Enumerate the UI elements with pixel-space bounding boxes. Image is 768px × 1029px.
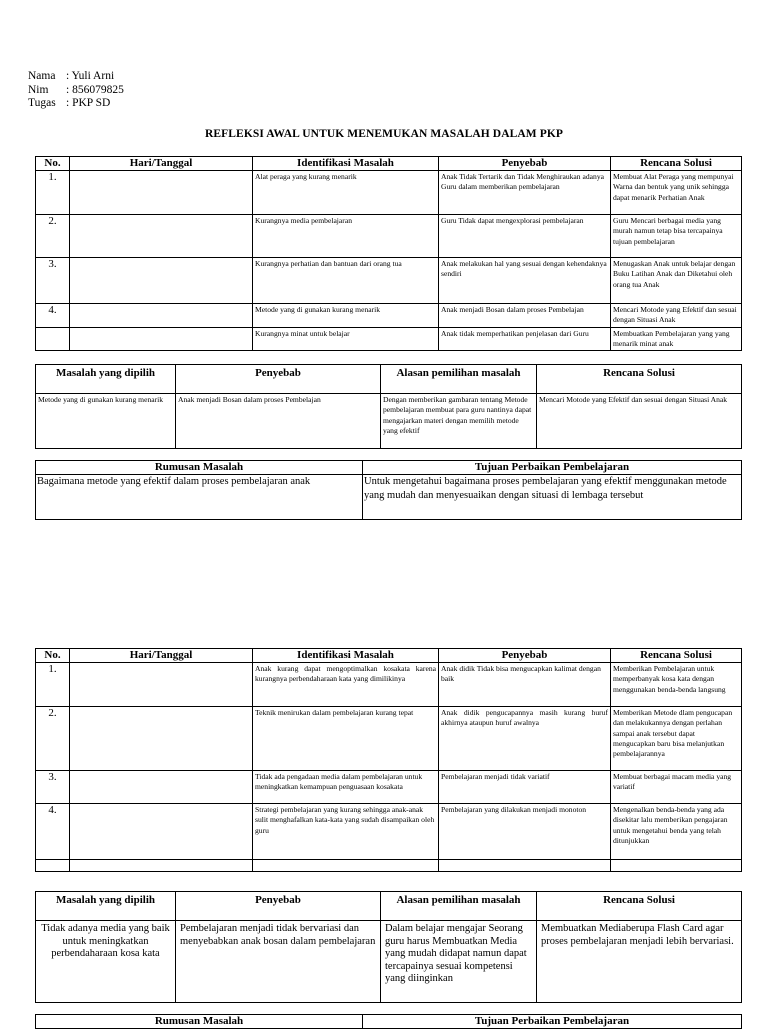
col-penyebab: Penyebab	[176, 365, 381, 394]
row-hari	[70, 304, 253, 328]
row-hari	[70, 860, 253, 872]
row-no: 3.	[36, 771, 70, 804]
table-row	[36, 215, 742, 258]
col-masalah-dipilih: Masalah yang dipilih	[36, 892, 176, 921]
row-masalah: Tidak ada pengadaan media dalam pembelajaran untuk meningkatkan kemampuan penguasaan kosakata	[253, 771, 439, 804]
col-hari: Hari/Tanggal	[70, 649, 253, 663]
row-solusi: Membuat berbagai macam media yang variatif	[611, 771, 742, 804]
table-row	[36, 304, 742, 328]
row-solusi: Guru Mencari berbagai media yang murah namun tetap bisa tercapainya tujuan pembelajaran	[611, 215, 742, 258]
reflection-table-2	[35, 648, 742, 872]
table-header-row	[36, 1015, 742, 1029]
row-solusi: Memberikan Metode dlam pengucapan dan melakukannya dengan perlahan sampai anak tersebut dapat mengucapkan baru bisa melanjutkan pembelajarannya	[611, 707, 742, 771]
row-no: 1.	[36, 171, 70, 215]
formulation-table-2	[35, 1014, 742, 1029]
col-penyebab: Penyebab	[439, 649, 611, 663]
row-no: 4.	[36, 804, 70, 860]
row-penyebab: Anak menjadi Bosan dalam proses Pembelajan	[439, 304, 611, 328]
row-penyebab: Anak tidak memperhatikan penjelasan dari Guru	[439, 327, 611, 351]
col-solusi: Rencana Solusi	[611, 157, 742, 171]
col-tujuan: Tujuan Perbaikan Pembelajaran	[363, 1015, 742, 1029]
row-hari	[70, 215, 253, 258]
tujuan-perbaikan: Untuk mengetahui bagaimana proses pembelajaran yang efektif menggunakan metode yang mudah dan menyesuaikan dengan situasi di lembaga tersebut	[363, 475, 742, 520]
row-hari	[70, 258, 253, 304]
table-header-row	[36, 892, 742, 921]
table-header-row	[36, 157, 742, 171]
nama-value: : Yuli Arni	[66, 70, 115, 82]
row-hari	[70, 771, 253, 804]
row-penyebab: Anak melakukan hal yang sesuai dengan kehendaknya sendiri	[439, 258, 611, 304]
row-masalah: Teknik menirukan dalam pembelajaran kurang tepat	[253, 707, 439, 771]
penyebab: Pembelajaran menjadi tidak bervariasi dan menyebabkan anak bosan dalam pembelajaran	[176, 921, 381, 1003]
row-hari	[70, 804, 253, 860]
row-penyebab: Anak Tidak Tertarik dan Tidak Menghiraukan adanya Guru dalam memberikan pembelajaran	[439, 171, 611, 215]
table-row	[36, 921, 742, 1003]
row-solusi: Mengenalkan benda-benda yang ada disekitar lalu memberikan pengajaran untuk mengetahui benda yang telah ditunjukkan	[611, 804, 742, 860]
col-masalah: Identifikasi Masalah	[253, 157, 439, 171]
table-row	[36, 860, 742, 872]
table-row	[36, 804, 742, 860]
table-row	[36, 707, 742, 771]
document-title: REFLEKSI AWAL UNTUK MENEMUKAN MASALAH DALAM PKP	[204, 128, 564, 140]
col-hari: Hari/Tanggal	[70, 157, 253, 171]
col-rumusan: Rumusan Masalah	[36, 1015, 363, 1029]
row-masalah: Alat peraga yang kurang menarik	[253, 171, 439, 215]
row-no	[36, 860, 70, 872]
nim-label: Nim	[28, 83, 49, 96]
row-penyebab	[439, 860, 611, 872]
col-masalah: Identifikasi Masalah	[253, 649, 439, 663]
chosen-problem-table-2	[35, 891, 742, 1003]
row-penyebab: Pembelajaran yang dilakukan menjadi monoton	[439, 804, 611, 860]
table-header-row	[36, 649, 742, 663]
masalah-dipilih: Metode yang di gunakan kurang menarik	[36, 394, 176, 449]
row-penyebab: Pembelajaran menjadi tidak variatif	[439, 771, 611, 804]
row-solusi: Menugaskan Anak untuk belajar dengan Buku Latihan Anak dan Diketahui oleh orang tua Anak	[611, 258, 742, 304]
row-penyebab: Anak didik pengucapannya masih kurang huruf akhirnya ataupun huruf awalnya	[439, 707, 611, 771]
alasan: Dengan memberikan gambaran tentang Metode pembelajaran membuat para guru nantinya dapat mengajarkan materi dengan memilih metode yang efektif	[381, 394, 537, 449]
row-hari	[70, 663, 253, 707]
table-row	[36, 394, 742, 449]
col-masalah-dipilih: Masalah yang dipilih	[36, 365, 176, 394]
rencana-solusi: Mencari Motode yang Efektif dan sesuai dengan Situasi Anak	[537, 394, 742, 449]
row-solusi: Mencari Motode yang Efektif dan sesuai dengan Situasi Anak	[611, 304, 742, 328]
col-penyebab: Penyebab	[176, 892, 381, 921]
penyebab: Anak menjadi Bosan dalam proses Pembelajan	[176, 394, 381, 449]
nim-value: : 856079825	[66, 83, 124, 96]
row-no: 3.	[36, 258, 70, 304]
row-no	[36, 327, 70, 351]
alasan: Dalam belajar mengajar Seorang guru harus Membuatkan Media yang mudah didapat namun dapat tercapainya sesuai kompetensi yang diinginkan	[381, 921, 537, 1003]
row-no: 2.	[36, 707, 70, 771]
col-alasan: Alasan pemilihan masalah	[381, 365, 537, 394]
row-solusi	[611, 860, 742, 872]
row-masalah: Strategi pembelajaran yang kurang sehingga anak-anak sulit menghafalkan kata-kata yang sudah disampaikan oleh guru	[253, 804, 439, 860]
row-masalah: Anak kurang dapat mengoptimalkan kosakata karena kurangnya perbendaharaan kata yang dimilikinya	[253, 663, 439, 707]
row-masalah: Kurangnya media pembelajaran	[253, 215, 439, 258]
row-hari	[70, 327, 253, 351]
row-penyebab: Anak didik Tidak bisa mengucapkan kalimat dengan baik	[439, 663, 611, 707]
table-row	[36, 663, 742, 707]
col-rumusan: Rumusan Masalah	[36, 461, 363, 475]
row-solusi: Membuatkan Pembelajaran yang yang menarik minat anak	[611, 327, 742, 351]
row-solusi: Memberikan Pembelajaran untuk memperbanyak kosa kata dengan menggunakan benda-benda langsung	[611, 663, 742, 707]
nama-label: Nama	[28, 70, 56, 82]
chosen-problem-table-1	[35, 364, 742, 449]
reflection-table-1	[35, 156, 742, 351]
col-solusi: Rencana Solusi	[537, 365, 742, 394]
formulation-table-1	[35, 460, 742, 520]
row-penyebab: Guru Tidak dapat mengexplorasi pembelajaran	[439, 215, 611, 258]
col-solusi: Rencana Solusi	[611, 649, 742, 663]
col-alasan: Alasan pemilihan masalah	[381, 892, 537, 921]
col-no: No.	[36, 157, 70, 171]
tugas-label: Tugas	[28, 97, 56, 109]
col-tujuan: Tujuan Perbaikan Pembelajaran	[363, 461, 742, 475]
row-no: 4.	[36, 304, 70, 328]
table-header-row	[36, 461, 742, 475]
table-row	[36, 475, 742, 520]
table-header-row	[36, 365, 742, 394]
student-info	[28, 70, 124, 111]
tugas-value: : PKP SD	[66, 97, 111, 109]
table-row	[36, 258, 742, 304]
rumusan-masalah: Bagaimana metode yang efektif dalam proses pembelajaran anak	[36, 475, 363, 520]
row-masalah: Metode yang di gunakan kurang menarik	[253, 304, 439, 328]
col-no: No.	[36, 649, 70, 663]
masalah-dipilih: Tidak adanya media yang baik untuk meningkatkan perbendaharaan kosa kata	[36, 921, 176, 1003]
col-penyebab: Penyebab	[439, 157, 611, 171]
col-solusi: Rencana Solusi	[537, 892, 742, 921]
row-no: 1.	[36, 663, 70, 707]
row-masalah: Kurangnya minat untuk belajar	[253, 327, 439, 351]
table-row	[36, 771, 742, 804]
table-row	[36, 171, 742, 215]
row-masalah: Kurangnya perhatian dan bantuan dari orang tua	[253, 258, 439, 304]
row-masalah	[253, 860, 439, 872]
row-solusi: Membuat Alat Peraga yang mempunyai Warna dan bentuk yang unik sehingga dapat menarik Perhatian Anak	[611, 171, 742, 215]
table-row	[36, 327, 742, 351]
row-no: 2.	[36, 215, 70, 258]
row-hari	[70, 171, 253, 215]
row-hari	[70, 707, 253, 771]
rencana-solusi: Membuatkan Mediaberupa Flash Card agar proses pembelajaran menjadi lebih bervariasi.	[537, 921, 742, 1003]
